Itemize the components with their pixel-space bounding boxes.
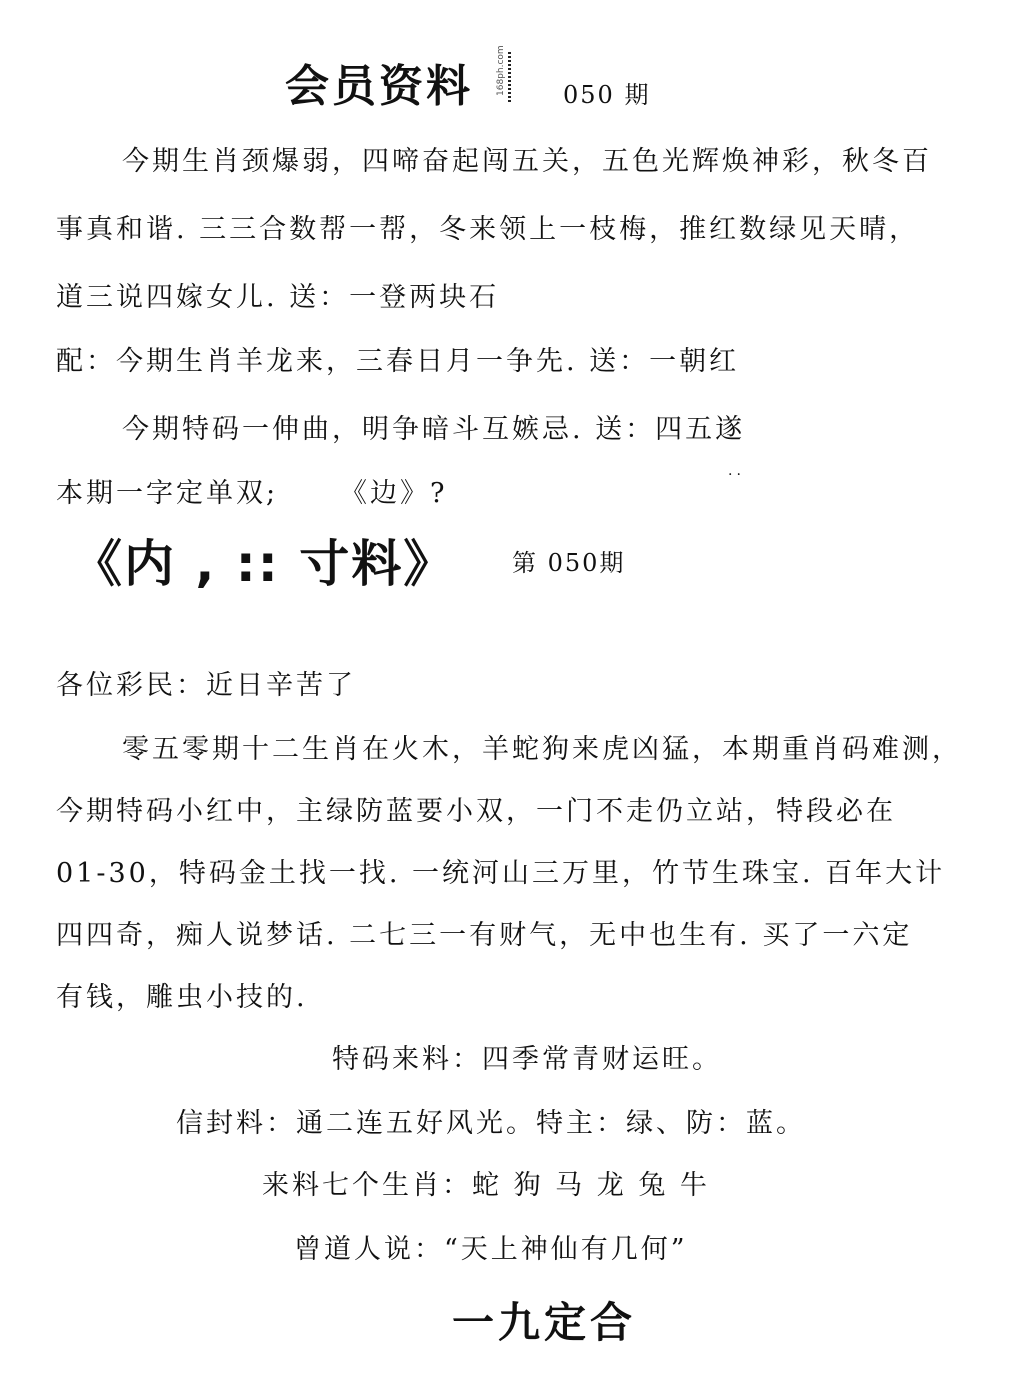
danshuang-label: 本期一字定单双;	[56, 478, 279, 509]
tema-source-line: 特码来料：四季常青财运旺。	[332, 1044, 722, 1075]
greeting: 各位彩民：近日辛苦了	[56, 670, 356, 701]
poem-line: 事真和谐. 三三合数帮一帮，冬来领上一枝梅，推红数绿见天晴，	[56, 214, 920, 245]
danshuang-value: 《边》?	[340, 478, 448, 509]
page-title: 会员资料	[285, 61, 473, 112]
quote-line: 曾道人说：“天上神仙有几何”	[294, 1234, 688, 1265]
body-line: 01-30，特码金土找一找. 一统河山三万里，竹节生珠宝. 百年大计	[56, 858, 946, 889]
poem-line: 今期生肖颈爆弱，四啼奋起闯五关，五色光辉焕神彩，秋冬百	[122, 146, 932, 177]
body-line: 今期特码小红中，主绿防蓝要小双，一门不走仍立站，特段必在	[56, 796, 896, 827]
tema-line: 今期特码一伸曲，明争暗斗互嫉忌. 送：四五遂	[122, 414, 746, 445]
final-phrase: 一九定合	[452, 1298, 637, 1347]
zodiac-line: 来料七个生肖：蛇 狗 马 龙 兔 牛	[262, 1170, 710, 1201]
body-line: 有钱，雕虫小技的.	[56, 982, 308, 1013]
stray-dots: ..	[728, 463, 745, 479]
poem-line: 道三说四嫁女儿. 送：一登两块石	[56, 282, 500, 313]
section-issue: 第 050期	[512, 549, 626, 577]
body-line: 四四奇，痴人说梦话. 二七三一有财气，无中也生有. 买了一六定	[56, 920, 913, 951]
section-title: 《内 , :: 寸料》	[72, 535, 456, 593]
body-line: 零五零期十二生肖在火木，羊蛇狗来虎凶猛，本期重肖码难测，	[122, 734, 962, 765]
pei-line: 配：今期生肖羊龙来，三春日月一争先. 送：一朝红	[56, 346, 740, 377]
watermark: 168ph.com	[496, 52, 514, 102]
issue-number: 050 期	[563, 81, 651, 109]
envelope-line: 信封料：通二连五好风光。特主：绿、防：蓝。	[176, 1108, 806, 1139]
